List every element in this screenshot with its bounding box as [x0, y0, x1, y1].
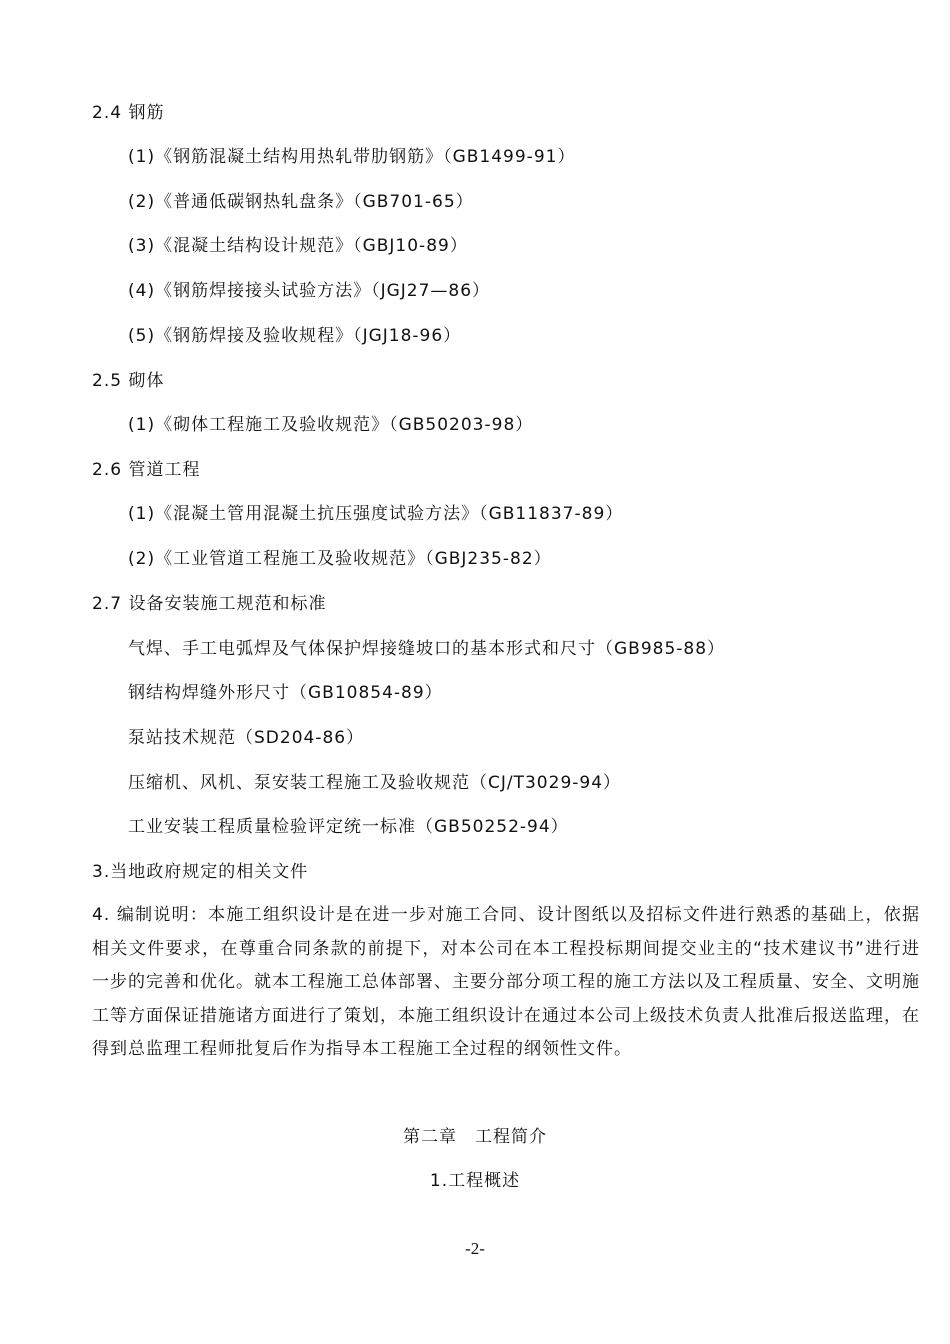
list-item: 气焊、手工电弧焊及气体保护焊接缝坡口的基本形式和尺寸（GB985-88） [128, 639, 726, 659]
list-item: (2)《工业管道工程施工及验收规范》（GBJ235-82） [128, 549, 552, 569]
list-item: (4)《钢筋焊接接头试验方法》（JGJ27—86） [128, 281, 491, 301]
section-heading-2-4: 2.4 钢筋 [92, 103, 165, 123]
subsection-title: 1.工程概述 [429, 1171, 521, 1191]
list-item: (1)《混凝土管用混凝土抗压强度试验方法》（GB11837-89） [128, 504, 624, 524]
list-item: 泵站技术规范（SD204-86） [128, 728, 365, 748]
list-item: 压缩机、风机、泵安装工程施工及验收规范（CJ/T3029-94） [128, 773, 622, 793]
list-item: (1)《砌体工程施工及验收规范》（GB50203-98） [128, 415, 534, 435]
compilation-note-paragraph: 4. 编制说明：本施工组织设计是在进一步对施工合同、设计图纸以及招标文件进行熟悉的基础上，依据相关文件要求，在尊重合同条款的前提下，对本公司在本工程投标期间提交业主的“技术建议书”进行进一步的完善和优化。就本工程施工总体部署、主要分部分项工程的施工方法以及工程质量、安全、文明施工等方面保证措施诸方面进行了策划，本施工组织设计在通过本公司上级技术负责人批准后报送监理，在得到总监理工程师批复后作为指导本工程施工全过程的纲领性文件。 [92, 905, 920, 1059]
section-heading-2-6: 2.6 管道工程 [92, 460, 201, 480]
chapter-title: 第二章 工程简介 [403, 1127, 547, 1147]
section-heading-2-5: 2.5 砌体 [92, 371, 165, 391]
item-3-heading: 3.当地政府规定的相关文件 [92, 862, 309, 882]
section-heading-2-7: 2.7 设备安装施工规范和标准 [92, 594, 327, 614]
list-item: (5)《钢筋焊接及验收规程》（JGJ18-96） [128, 326, 462, 346]
list-item: 钢结构焊缝外形尺寸（GB10854-89） [128, 683, 443, 703]
list-item: (3)《混凝土结构设计规范》（GBJ10-89） [128, 236, 468, 256]
list-item: (1)《钢筋混凝土结构用热轧带肋钢筋》（GB1499-91） [128, 147, 576, 167]
list-item: 工业安装工程质量检验评定统一标准（GB50252-94） [128, 817, 569, 837]
list-item: (2)《普通低碳钢热轧盘条》（GB701-65） [128, 192, 474, 212]
page-number: -2- [465, 1239, 485, 1258]
